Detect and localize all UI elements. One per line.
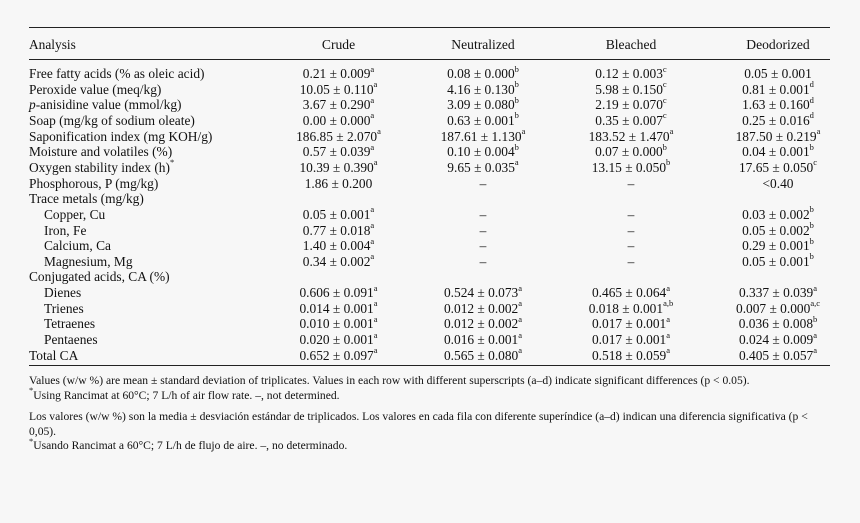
row-label: Total CA (29, 347, 79, 363)
table-row (0, 298, 860, 316)
table-header (0, 38, 860, 52)
row-label: Saponification index (mg KOH/g) (29, 128, 213, 144)
cell-deodorized: 0.05 ± 0.001 (744, 66, 812, 81)
cell-crude: 0.014 ± 0.001$^a$ (299, 298, 378, 316)
cell-crude: 186.85 ± 2.070$^a$ (296, 126, 381, 144)
footnote-values-en: Values (w/w %) are mean ± standard deviation of triplicates. Values in each row with different superscripts (a–d) indicate significant differences (p < 0.05). (29, 374, 750, 387)
cell-neutralized: 3.09 ± 0.080$^b$ (447, 94, 519, 113)
table-row (0, 345, 860, 363)
cell-neutralized: 0.012 ± 0.002$^a$ (443, 313, 523, 332)
table-row (0, 63, 860, 81)
cell-neutralized: 9.65 ± 0.035$^a$ (447, 157, 519, 175)
cell-crude: 0.606 ± 0.091$^a$ (299, 282, 378, 301)
cell-bleached: 0.35 ± 0.007$^c$ (595, 110, 667, 128)
cell-crude: 1.86 ± 0.200 (304, 175, 373, 191)
cell-deodorized: 0.337 ± 0.039$^a$ (738, 282, 818, 301)
cell-deodorized: 187.50 ± 0.219$^a$ (735, 126, 821, 144)
table-row (0, 313, 860, 332)
cell-deodorized: 0.29 ± 0.001$^b$ (742, 235, 814, 254)
cell-crude: 0.652 ± 0.097$^a$ (299, 345, 378, 363)
cell-crude: 0.05 ± 0.001$^a$ (302, 204, 375, 222)
cell-neutralized: – (479, 253, 487, 269)
cell-deodorized: 0.25 ± 0.016$^d$ (742, 110, 814, 128)
cell-bleached: – (627, 253, 635, 269)
row-label: p-anisidine value (mmol/kg) (29, 97, 182, 113)
cell-neutralized: 0.63 ± 0.001$^b$ (447, 110, 519, 128)
cell-bleached: – (627, 222, 635, 238)
row-label: Calcium, Ca (44, 238, 111, 254)
row-label: Copper, Cu (44, 206, 106, 222)
table-row (0, 79, 860, 97)
row-label: Trace metals (mg/kg) (29, 191, 144, 207)
header-neutralized: Neutralized (451, 37, 515, 52)
row-label: Soap (mg/kg of sodium oleate) (29, 112, 195, 128)
cell-crude: 1.40 ± 0.004$^a$ (302, 235, 375, 254)
cell-neutralized: – (479, 175, 487, 191)
bottom-rule (29, 365, 830, 366)
cell-bleached: 13.15 ± 0.050$^b$ (591, 157, 671, 175)
cell-bleached: – (627, 238, 635, 254)
cell-deodorized: 1.63 ± 0.160$^d$ (742, 94, 814, 113)
cell-deodorized: 0.04 ± 0.001$^b$ (742, 141, 814, 160)
cell-bleached: 0.465 ± 0.064$^a$ (591, 282, 671, 301)
table-row (0, 204, 860, 222)
cell-bleached: 0.017 ± 0.001$^a$ (591, 329, 671, 348)
row-label: Phosphorous, P (mg/kg) (29, 175, 159, 191)
cell-neutralized: 0.565 ± 0.080$^a$ (443, 345, 523, 363)
header-deodorized: Deodorized (746, 37, 810, 52)
row-label: Iron, Fe (44, 222, 87, 238)
table-row (0, 329, 860, 348)
cell-neutralized: 0.524 ± 0.073$^a$ (443, 282, 523, 301)
row-label: Pentaenes (44, 332, 98, 348)
cell-bleached: – (627, 206, 635, 222)
cell-bleached: 0.518 ± 0.059$^a$ (591, 345, 671, 363)
table-row (0, 235, 860, 254)
row-label: Conjugated acids, CA (%) (29, 269, 170, 285)
table-row (0, 177, 860, 191)
table-row (0, 192, 860, 206)
header-rule (29, 59, 830, 60)
top-rule (29, 27, 830, 28)
cell-crude: 10.05 ± 0.110$^a$ (299, 79, 378, 97)
row-label: Dienes (44, 285, 82, 301)
row-label: Moisture and volatiles (%) (29, 144, 173, 160)
cell-deodorized: <0.40 (762, 175, 794, 191)
cell-deodorized: 0.036 ± 0.008$^b$ (738, 313, 818, 332)
cell-bleached: – (627, 175, 635, 191)
cell-neutralized: 0.016 ± 0.001$^a$ (443, 329, 523, 348)
cell-neutralized: 0.012 ± 0.002$^a$ (443, 298, 523, 316)
row-label: Peroxide value (meq/kg) (29, 81, 162, 97)
footnote-values-es: Los valores (w/w %) son la media ± desviación estándar de triplicados. Los valores en cada fila con diferente superíndice (a–d) indican una diferencia significativa (p < 0,05). (29, 410, 808, 438)
cell-crude: 3.67 ± 0.290$^a$ (302, 94, 375, 113)
footnotes (29, 374, 830, 454)
row-label: Magnesium, Mg (44, 253, 133, 269)
cell-crude: 0.34 ± 0.002$^a$ (302, 251, 375, 269)
cell-crude: 0.020 ± 0.001$^a$ (299, 329, 378, 348)
row-label: Oxygen stability index (h)* (29, 157, 175, 175)
cell-neutralized: – (479, 238, 487, 254)
header-bleached: Bleached (605, 37, 657, 52)
cell-neutralized: 0.10 ± 0.004$^b$ (447, 141, 519, 160)
cell-neutralized: – (479, 206, 487, 222)
header-crude: Crude (321, 37, 356, 52)
cell-crude: 0.00 ± 0.000$^a$ (302, 110, 375, 128)
table-row (0, 94, 860, 113)
cell-bleached: $0.018 \pm 0.001^{a,b}$ (588, 298, 674, 316)
cell-crude: 0.57 ± 0.039$^a$ (302, 141, 375, 160)
table-row (0, 157, 860, 175)
cell-neutralized: 4.16 ± 0.130$^b$ (447, 79, 519, 97)
cell-deodorized: 0.03 ± 0.002$^b$ (742, 204, 814, 222)
cell-neutralized: 187.61 ± 1.130$^a$ (440, 126, 526, 144)
table-row (0, 251, 860, 269)
cell-crude: 0.21 ± 0.009$^a$ (302, 63, 375, 81)
cell-bleached: 183.52 ± 1.470$^a$ (588, 126, 674, 144)
cell-deodorized: 0.405 ± 0.057$^a$ (738, 345, 818, 363)
cell-deodorized: $0.007 \pm 0.000^{a,c}$ (736, 298, 820, 316)
cell-bleached: 0.017 ± 0.001$^a$ (591, 313, 671, 332)
table-row (0, 270, 860, 284)
cell-deodorized: 17.65 ± 0.050$^c$ (738, 157, 818, 175)
table-row (0, 110, 860, 128)
cell-deodorized: 0.81 ± 0.001$^d$ (742, 79, 814, 97)
footnote-rancimat-en: *Using Rancimat at 60°C; 7 L/h of air flow rate. –, not determined. (29, 384, 340, 402)
cell-crude: 0.010 ± 0.001$^a$ (299, 313, 378, 332)
row-label: Trienes (44, 300, 84, 316)
cell-crude: 10.39 ± 0.390$^a$ (299, 157, 378, 175)
cell-deodorized: 0.024 ± 0.009$^a$ (738, 329, 818, 348)
cell-bleached: 0.07 ± 0.000$^b$ (595, 141, 667, 160)
cell-deodorized: 0.05 ± 0.002$^b$ (742, 220, 814, 238)
cell-bleached: 0.12 ± 0.003$^c$ (595, 63, 667, 81)
table-row (0, 220, 860, 238)
cell-neutralized: 0.08 ± 0.000$^b$ (447, 63, 519, 81)
cell-bleached: 5.98 ± 0.150$^c$ (595, 79, 667, 97)
table-row (0, 141, 860, 160)
table-row (0, 282, 860, 301)
table-row (0, 126, 860, 144)
cell-bleached: 2.19 ± 0.070$^c$ (595, 94, 667, 113)
row-label: Free fatty acids (% as oleic acid) (29, 66, 205, 81)
cell-deodorized: 0.05 ± 0.001$^b$ (742, 251, 814, 269)
row-label: Tetraenes (44, 316, 96, 332)
cell-crude: 0.77 ± 0.018$^a$ (302, 220, 375, 238)
footnote-rancimat-es: *Usando Rancimat a 60°C; 7 L/h de flujo de aire. –, no determinado. (29, 435, 348, 453)
cell-neutralized: – (479, 222, 487, 238)
header-analysis: Analysis (29, 37, 76, 52)
